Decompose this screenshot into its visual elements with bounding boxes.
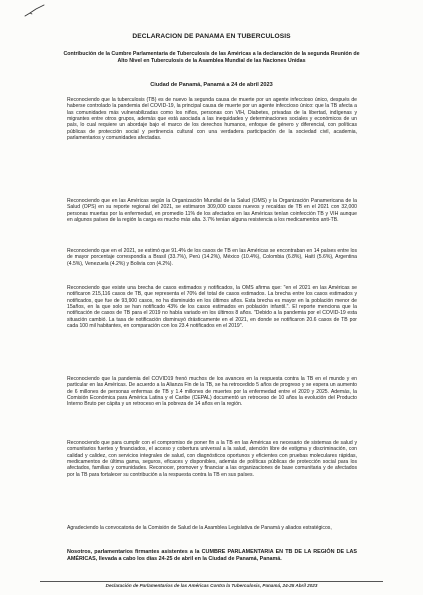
paragraph-signatories: Nosotros, parlamentarios firmantes asistentes a la CUMBRE PARLAMENTARIA EN TB DE LA REGIÓN DE LAS AMÉRICAS, llevada a cabo los días 24-25 de abril en la Ciudad de Panamá, Panamá. bbox=[67, 549, 357, 563]
paragraph-covid-impact: Reconociendo que la pandemia del COVID19 frenó muchos de los avances en la respuesta contra la TB en el mundo y en particular en las Américas. De acuerdo a la Alianza Fin de la TB, se ha retrocedido 5 años de progreso y se espera un aumento de 6 millones de personas enfermas de TB y 1.4 millones de muertes por la enfermedad entre el 2020 y 2025. Además, la Comisión Económica para América Latina y el Caribe (CEPAL) documentó un retroceso de 10 años la evolución del Producto Interno Bruto per cápita y un retroceso en la pobreza de 14 años en la región. bbox=[67, 376, 357, 408]
paragraph-case-gap: Reconociendo que existe una brecha de casos estimados y notificados, la OMS afirma que: "en el 2021 en las Américas se notificaron 215,116 casos de TB, que representa el 70% del total de casos estimados. La brecha entre los casos estimados y notificados, que fue de 93,900 casos, no ha disminuido en los últimos años. Esta brecha es mayor en la población menor de 15años, en la que solo se han notificado 43% de los casos estimados en población infantil.". El reporte menciona que la notificación de casos de TB para el 2019 no había variado en los últimos 8 años. "Debido a la pandemia por el COVID-19 esta situación cambió. La tasa de notificación disminuyó drásticamente en el 2021, en donde se notificaron 20.6 casos de TB por cada 100 mil habitantes, en comparación con los 23.4 notificados en el 2019". bbox=[67, 285, 357, 330]
paragraph-country-distribution: Reconociendo que en el 2021, se estimó que 91.4% de los casos de TB en las Américas se encontraban en 14 países entre los de mayor porcentaje correspondía a Brasil (33.7%), Perú (14.2%), México (10.4%), Colombia (6.8%), Haití (5.6%), Argentina (4.5%), Venezuela (4.2%) y Bolivia con (4.2%). bbox=[67, 248, 357, 267]
footer-divider bbox=[40, 581, 383, 582]
paragraph-acknowledgement: Agradeciendo la convocatoria de la Comisión de Salud de la Asamblea Legislativa de Panamá y aliados estratégicos, bbox=[67, 525, 332, 531]
pen-stroke-mark bbox=[24, 4, 46, 18]
paragraph-oms-ops-report: Reconociendo que en las Américas según la Organización Mundial de la Salud (OMS) y la Organización Panamericana de la Salud (OPS) en su reporte regional del 2021, se estimaron 309,000 casos nuevos y recaídas de TB en el 2021 con 32,000 personas muertas por la enfermedad, en promedio 11% de los afectados en las Américas tenían coinfección TB y VIH aunque en algunos países de la región la carga es mucho más alta. 3.7% tenían alguna resistencia a los medicamentos anti-TB. bbox=[67, 198, 357, 224]
paragraph-tb-leading-cause: Reconociendo que la tuberculosis (TB) es de nuevo la segunda causa de muerte por un agente infeccioso único, después de haberse controlado la pandemia del COVID-19, la principal causa de muerte por un agente infeccioso único: que la TB afecta a las comunidades más vulnerabilizadas como los niños, personas con VIH, Diabetes, privadas de la libertad, indígenas y migrantes entre otros grupos, además que está asociada a las inequidades y determinaciones sociales y económicos de un país, lo cual requiere un abordaje bajo el marco de los derechos humanos, enfoque de género y diferencial, con políticas públicas de protección social y pertinencia cultural con una verdadera participación de la sociedad civil, academia, parlamentarios y comunidades afectadas. bbox=[67, 97, 357, 142]
page-footer: Declaración de Parlamentarios de las Américas Contra la Tuberculosis, Panamá, 24-25 Abril 2023 bbox=[105, 583, 318, 588]
place-and-date: Ciudad de Panamá, Panamá a 24 de abril 2023 bbox=[150, 82, 273, 88]
paragraph-end-tb-commitment: Reconociendo que para cumplir con el compromiso de poner fin a la TB en las Américas es necesario de sistemas de salud y comunitarios fuertes y financiados, el acceso y cobertura universal a la salud, atención libre de estigma y discriminación, con calidad y calidez, con servicios integrales de salud, con diagnósticos oportunos y eficientes con pruebas moleculares rápidas, medicamentos de última gama, seguros, eficaces y disponibles, además de políticas públicas de protección social para los afectados, familias y comunidades. Reconocer, promover y financiar a las organizaciones de base comunitaria y de afectados por la TB para fortalecer su contribución a la respuesta contra la TB en sus países. bbox=[67, 440, 357, 478]
document-subtitle: Contribución de la Cumbre Parlamentaria de Tuberculosis de las Américas a la declaración de la segunda Reunión de Alto Nivel en Tuberculosis de la Asamblea Mundial de las Naciones Unidas bbox=[63, 51, 360, 65]
page-title: DECLARACION DE PANAMA EN TUBERCULOSIS bbox=[132, 33, 291, 40]
